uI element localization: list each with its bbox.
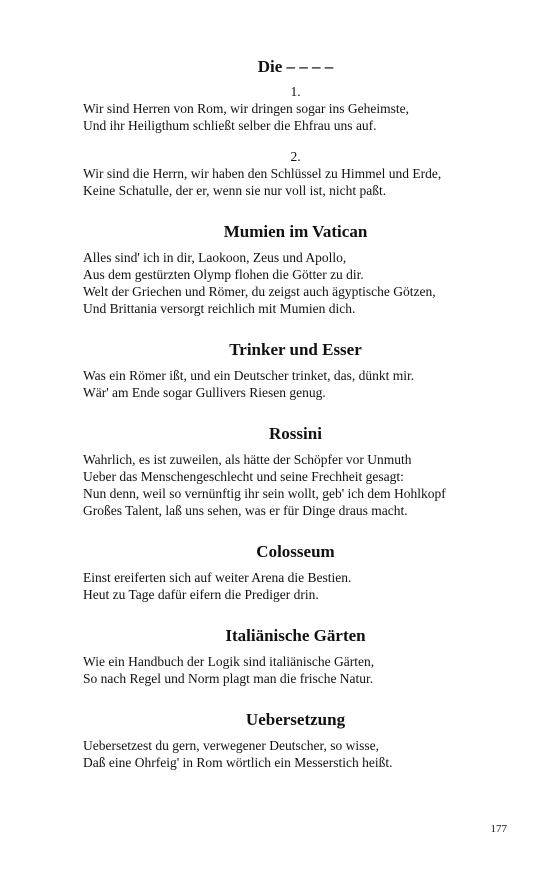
page-number: 177 — [490, 823, 507, 835]
verse-line: Was ein Römer ißt, und ein Deutscher trinket, das, dünkt mir. — [83, 368, 415, 383]
stanza-number: 1. — [290, 84, 301, 99]
verse-line: Aus dem gestürzten Olymp flohen die Götter zu dir. — [83, 267, 364, 282]
verse-line: Großes Talent, laß uns sehen, was er für Dinge draus macht. — [83, 503, 408, 518]
verse-line: Wär' am Ende sogar Gullivers Riesen genug. — [83, 385, 326, 400]
verse-line: Keine Schatulle, der er, wenn sie nur voll ist, nicht paßt. — [83, 183, 387, 198]
verse-line: Wie ein Handbuch der Logik sind italiänische Gärten, — [83, 654, 375, 669]
verse-line: Und ihr Heiligthum schließt selber die Ehfrau uns auf. — [83, 118, 377, 133]
verse-line: Ueber das Menschengeschlecht und seine Frechheit gesagt: — [83, 469, 404, 484]
verse-line: Wir sind Herren von Rom, wir dringen sogar ins Geheimste, — [83, 101, 410, 116]
page-content — [83, 56, 508, 771]
poem-title: Italiänische Gärten — [225, 626, 366, 645]
verse-line: Uebersetzest du gern, verwegener Deutscher, so wisse, — [83, 738, 379, 753]
verse-line: Und Brittania versorgt reichlich mit Mumien dich. — [83, 301, 356, 316]
verse-line: Heut zu Tage dafür eifern die Prediger drin. — [83, 587, 319, 602]
verse-line: Daß eine Ohrfeig' in Rom wörtlich ein Messerstich heißt. — [83, 755, 393, 770]
verse-line: Wahrlich, es ist zuweilen, als hätte der Schöpfer vor Unmuth — [83, 452, 412, 467]
poem-title: Colosseum — [256, 542, 335, 561]
verse-line: Wir sind die Herrn, wir haben den Schlüssel zu Himmel und Erde, — [83, 166, 442, 181]
verse-line: Nun denn, weil so vernünftig ihr sein wollt, geb' ich dem Hohlkopf — [83, 486, 446, 501]
verse-line: Welt der Griechen und Römer, du zeigst auch ägyptische Götzen, — [83, 284, 436, 299]
stanza-number: 2. — [290, 149, 301, 164]
verse-line: Alles sind' ich in dir, Laokoon, Zeus und Apollo, — [83, 250, 347, 265]
poem-title: Uebersetzung — [245, 710, 346, 729]
poem-title: Die – – – – — [257, 57, 334, 76]
poem-title: Trinker und Esser — [229, 340, 362, 359]
verse-line: Einst ereiferten sich auf weiter Arena die Bestien. — [83, 570, 352, 585]
poem-title: Rossini — [269, 424, 322, 443]
poem-title: Mumien im Vatican — [223, 222, 368, 241]
verse-line: So nach Regel und Norm plagt man die frische Natur. — [83, 671, 374, 686]
